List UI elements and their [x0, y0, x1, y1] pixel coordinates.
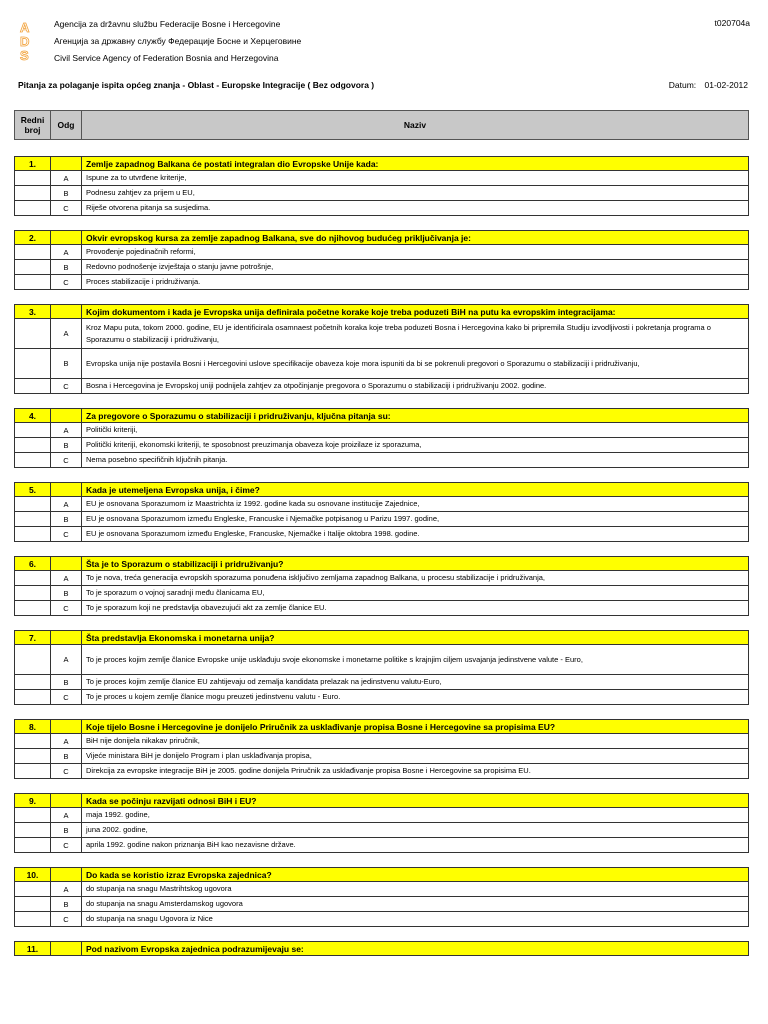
answer-text: BiH nije donijela nikakav priručnik,: [86, 736, 200, 745]
answer-row: [14, 749, 749, 764]
question-number: 11.: [15, 942, 51, 955]
answer-row: [14, 319, 749, 349]
question-block: [14, 482, 749, 542]
answer-text: Nema posebno specifičnih ključnih pitanja.: [86, 455, 228, 464]
answer-letter: B: [51, 749, 82, 763]
answer-letter: B: [51, 586, 82, 600]
answer-text: To je sporazum o vojnoj saradnji među članicama EU,: [86, 588, 265, 597]
answer-blank-cell: [15, 201, 51, 215]
column-header-answer: Odg: [51, 111, 82, 139]
answer-row: [14, 527, 749, 542]
answer-letter: A: [51, 423, 82, 437]
answer-text: juna 2002. godine,: [86, 825, 148, 834]
answer-row: [14, 512, 749, 527]
agency-line-sr: Агенција за државну службу Федерације Босне и Херцеговине: [54, 36, 302, 46]
agency-line-bs: Agencija za državnu službu Federacije Bosne i Hercegovine: [54, 19, 281, 29]
date-line: [663, 80, 748, 90]
answer-blank-cell: [15, 497, 51, 511]
answer-letter: B: [51, 675, 82, 689]
question-answer-cell: [51, 305, 82, 318]
question-number: 7.: [15, 631, 51, 644]
answer-text: do stupanja na snagu Ugovora iz Nice: [86, 914, 213, 923]
question-row: [14, 556, 749, 571]
agency-line-en: Civil Service Agency of Federation Bosnia and Herzegovina: [54, 53, 279, 63]
question-number: 6.: [15, 557, 51, 570]
answer-row: [14, 349, 749, 379]
answer-blank-cell: [15, 512, 51, 526]
question-text: Pod nazivom Evropska zajednica podrazumijevaju se:: [86, 943, 304, 954]
question-answer-cell: [51, 231, 82, 244]
answer-blank-cell: [15, 690, 51, 704]
question-number: 10.: [15, 868, 51, 881]
answer-row: [14, 823, 749, 838]
answer-text: To je proces kojim zemlje članice EU zahtijevaju od zemalja kandidata prelazak na jedinstvenu valutu-Euro,: [86, 677, 442, 686]
question-row: [14, 408, 749, 423]
question-row: [14, 719, 749, 734]
answer-letter: C: [51, 912, 82, 926]
question-number: 3.: [15, 305, 51, 318]
question-text: Kojim dokumentom i kada je Evropska unija definirala početne korake koje treba poduzeti BiH na putu ka evropskim integracijama:: [86, 306, 616, 317]
answer-row: [14, 586, 749, 601]
question-block: [14, 630, 749, 705]
question-row: [14, 230, 749, 245]
answer-letter: B: [51, 186, 82, 200]
answer-row: [14, 423, 749, 438]
answer-row: [14, 438, 749, 453]
answer-blank-cell: [15, 438, 51, 452]
answer-row: [14, 260, 749, 275]
question-number: 5.: [15, 483, 51, 496]
answer-row: [14, 882, 749, 897]
svg-text:A: A: [20, 20, 30, 35]
answer-letter: C: [51, 275, 82, 289]
table-header: [14, 110, 749, 140]
question-block: [14, 867, 749, 927]
question-row: [14, 304, 749, 319]
answer-blank-cell: [15, 260, 51, 274]
answer-letter: A: [51, 319, 82, 348]
ads-logo: [18, 18, 46, 62]
question-text: Za pregovore o Sporazumu o stabilizaciji i pridruživanju, ključna pitanja su:: [86, 410, 391, 421]
answer-letter: C: [51, 690, 82, 704]
question-answer-cell: [51, 631, 82, 644]
answer-blank-cell: [15, 645, 51, 674]
question-text: Šta je to Sporazum o stabilizaciji i pridruživanju?: [86, 558, 284, 569]
question-number: 2.: [15, 231, 51, 244]
answer-row: [14, 690, 749, 705]
answer-blank-cell: [15, 379, 51, 393]
question-answer-cell: [51, 483, 82, 496]
question-answer-cell: [51, 557, 82, 570]
answer-letter: A: [51, 245, 82, 259]
answer-letter: A: [51, 171, 82, 185]
answer-text: To je sporazum koji ne predstavlja obavezujući akt za zemlje članice EU.: [86, 603, 327, 612]
question-answer-cell: [51, 409, 82, 422]
question-text: Kada se počinju razvijati odnosi BiH i EU?: [86, 795, 257, 806]
answer-letter: A: [51, 645, 82, 674]
answer-row: [14, 897, 749, 912]
answer-row: [14, 453, 749, 468]
question-number: 4.: [15, 409, 51, 422]
answer-text: Kroz Mapu puta, tokom 2000. godine, EU je identificirala osamnaest početnih koraka koje treba poduzeti Bosna i Hercegovina kako bi pripremila Studiju izvodljivosti i pokretanja programa o Sporazumu o stabilizaciji i pridruživanju,: [86, 322, 711, 344]
answer-letter: A: [51, 808, 82, 822]
answer-letter: C: [51, 601, 82, 615]
answer-blank-cell: [15, 571, 51, 585]
question-row: [14, 867, 749, 882]
answer-letter: B: [51, 349, 82, 378]
answer-row: [14, 675, 749, 690]
answer-text: EU je osnovana Sporazumom između Engleske, Francuske, Njemačke i Italije oktobra 1998. godine.: [86, 529, 420, 538]
answer-letter: C: [51, 838, 82, 852]
answer-blank-cell: [15, 186, 51, 200]
answer-letter: A: [51, 882, 82, 896]
answer-blank-cell: [15, 245, 51, 259]
answer-text: Redovno podnošenje izvještaja o stanju javne potrošnje,: [86, 262, 274, 271]
answer-row: [14, 734, 749, 749]
answer-blank-cell: [15, 453, 51, 467]
answer-row: [14, 645, 749, 675]
question-answer-cell: [51, 720, 82, 733]
answer-text: Vijeće ministara BiH je donijelo Program i plan usklađivanja propisa,: [86, 751, 312, 760]
answer-blank-cell: [15, 838, 51, 852]
answer-letter: C: [51, 453, 82, 467]
question-row: [14, 156, 749, 171]
question-answer-cell: [51, 794, 82, 807]
answer-blank-cell: [15, 319, 51, 348]
answer-row: [14, 171, 749, 186]
answer-blank-cell: [15, 823, 51, 837]
document-code: t020704a: [714, 18, 750, 28]
question-block: [14, 941, 749, 956]
answer-blank-cell: [15, 275, 51, 289]
question-block: [14, 230, 749, 290]
answer-row: [14, 497, 749, 512]
answer-row: [14, 186, 749, 201]
answer-row: [14, 275, 749, 290]
question-number: 9.: [15, 794, 51, 807]
answer-text: aprila 1992. godine nakon priznanja BiH kao nezavisne države.: [86, 840, 296, 849]
question-text: Kada je utemeljena Evropska unija, i čime?: [86, 484, 260, 495]
question-block: [14, 719, 749, 779]
answer-blank-cell: [15, 601, 51, 615]
agency-lines: [54, 16, 301, 67]
question-block: [14, 408, 749, 468]
answer-text: Provođenje pojedinačnih reformi,: [86, 247, 196, 256]
question-answer-cell: [51, 157, 82, 170]
answer-text: Politički kriteriji,: [86, 425, 138, 434]
answer-letter: C: [51, 764, 82, 778]
question-text: Šta predstavlja Ekonomska i monetarna unija?: [86, 632, 275, 643]
answer-blank-cell: [15, 734, 51, 748]
answer-row: [14, 912, 749, 927]
answer-row: [14, 808, 749, 823]
question-text: Zemlje zapadnog Balkana će postati integralan dio Evropske Unije kada:: [86, 158, 379, 169]
question-text: Koje tijelo Bosne i Hercegovine je donijelo Priručnik za usklađivanje propisa Bosne i Hercegovine sa propisima EU?: [86, 721, 556, 732]
answer-text: Bosna i Hercegovina je Evropskoj uniji podnijela zahtjev za otpočinjanje pregovora o Sporazumu o stabilizaciji i pridruživanju 2002. godine.: [86, 381, 547, 390]
question-text: Okvir evropskog kursa za zemlje zapadnog Balkana, sve do njihovog budućeg priključivanja je:: [86, 232, 471, 243]
answer-blank-cell: [15, 349, 51, 378]
answer-text: Podnesu zahtjev za prijem u EU,: [86, 188, 195, 197]
answer-letter: C: [51, 201, 82, 215]
answer-row: [14, 245, 749, 260]
question-text: Do kada se koristio izraz Evropska zajednica?: [86, 869, 272, 880]
answer-text: To je nova, treća generacija evropskih sporazuma ponuđena isključivo zemljama zapadnog Balkana, u procesu stabilizacije i pridruživanja,: [86, 573, 546, 582]
answer-blank-cell: [15, 423, 51, 437]
question-answer-cell: [51, 868, 82, 881]
answer-text: Riješe otvorena pitanja sa susjedima.: [86, 203, 211, 212]
answer-blank-cell: [15, 527, 51, 541]
answer-letter: B: [51, 823, 82, 837]
answer-blank-cell: [15, 764, 51, 778]
answer-blank-cell: [15, 897, 51, 911]
question-row: [14, 941, 749, 956]
answer-blank-cell: [15, 675, 51, 689]
date-value: 01-02-2012: [704, 80, 748, 90]
question-row: [14, 793, 749, 808]
answer-text: Direkcija za evropske integracije BiH je 2005. godine donijela Priručnik za usklađivanje propisa Bosne i Hercegovine sa propisima EU.: [86, 766, 531, 775]
answer-text: maja 1992. godine,: [86, 810, 150, 819]
question-row: [14, 630, 749, 645]
question-block: [14, 556, 749, 616]
answer-blank-cell: [15, 749, 51, 763]
answer-text: To je proces u kojem zemlje članice mogu preuzeti jedinstvenu valutu - Euro.: [86, 692, 341, 701]
answer-text: do stupanja na snagu Mastrihtskog ugovora: [86, 884, 232, 893]
question-block: [14, 304, 749, 394]
answer-blank-cell: [15, 586, 51, 600]
answer-text: Ispune za to utvrđene kriterije,: [86, 173, 187, 182]
question-list: [14, 156, 749, 970]
question-block: [14, 793, 749, 853]
answer-blank-cell: [15, 912, 51, 926]
question-number: 1.: [15, 157, 51, 170]
date-label: Datum:: [668, 80, 697, 90]
svg-text:D: D: [20, 34, 30, 49]
answer-blank-cell: [15, 808, 51, 822]
answer-text: EU je osnovana Sporazumom iz Maastrichta iz 1992. godine kada su osnovane institucije Zajednice,: [86, 499, 420, 508]
answer-text: To je proces kojim zemlje članice Evropske unije usklađuju svoje ekonomske i monetarne politike s krajnjim ciljem usvajanja jedinstvene valute - Euro,: [86, 654, 583, 664]
answer-row: [14, 201, 749, 216]
answer-text: Proces stabilizacije i pridruživanja.: [86, 277, 201, 286]
answer-letter: A: [51, 497, 82, 511]
answer-text: Politički kriteriji, ekonomski kriteriji, te sposobnost preuzimanja obaveza koje proizilaze iz sporazuma,: [86, 440, 422, 449]
question-row: [14, 482, 749, 497]
answer-row: [14, 571, 749, 586]
question-block: [14, 156, 749, 216]
answer-letter: A: [51, 571, 82, 585]
answer-row: [14, 379, 749, 394]
column-header-number: Redni broj: [15, 111, 51, 139]
answer-letter: C: [51, 527, 82, 541]
answer-row: [14, 601, 749, 616]
answer-letter: B: [51, 438, 82, 452]
question-number: 8.: [15, 720, 51, 733]
question-answer-cell: [51, 942, 82, 955]
column-header-title: Naziv: [403, 120, 427, 130]
page-header: [18, 12, 750, 68]
page-title: Pitanja za polaganje ispita općeg znanja - Oblast - Europske Integracije ( Bez odgovora ): [18, 80, 375, 90]
answer-blank-cell: [15, 882, 51, 896]
answer-row: [14, 764, 749, 779]
answer-blank-cell: [15, 171, 51, 185]
answer-letter: B: [51, 260, 82, 274]
answer-letter: C: [51, 379, 82, 393]
answer-letter: A: [51, 734, 82, 748]
answer-text: do stupanja na snagu Amsterdamskog ugovora: [86, 899, 243, 908]
answer-text: Evropska unija nije postavila Bosni i Hercegovini uslove specifikacije obaveza koje mora ispuniti da bi se pokrenuli pregovori o Sporazumu o stabilizaciji i pridruživanju,: [86, 358, 640, 368]
answer-row: [14, 838, 749, 853]
answer-text: EU je osnovana Sporazumom između Engleske, Francuske i Njemačke potpisanog u Parizu 1997. godine,: [86, 514, 440, 523]
answer-letter: B: [51, 897, 82, 911]
svg-text:S: S: [20, 48, 29, 62]
answer-letter: B: [51, 512, 82, 526]
